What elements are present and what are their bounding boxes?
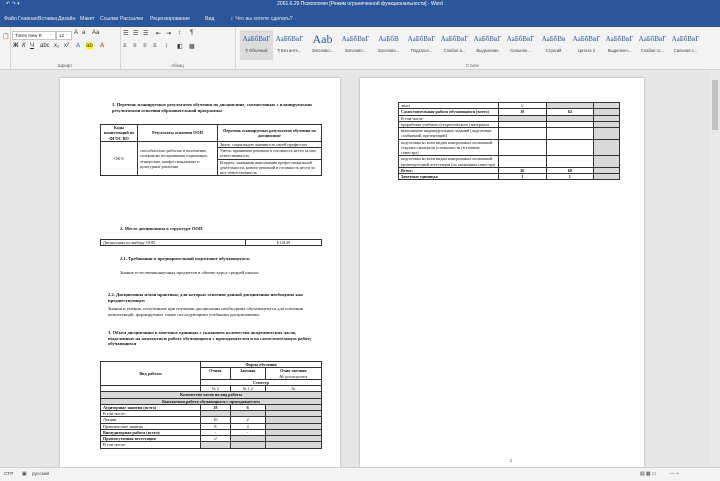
t3-sem-part: № 1,2	[230, 386, 265, 392]
case-icon[interactable]: Aa	[92, 30, 100, 36]
style-intense-reference[interactable]	[669, 30, 702, 60]
style-name: Цитата 2	[577, 48, 596, 53]
style-name: Подзагол...	[410, 48, 433, 53]
bold-icon[interactable]: Ж	[13, 43, 19, 49]
t3-row-part: 2	[230, 417, 265, 423]
t3-contact-header: Контактная работа обучающихся с преподавателем	[101, 398, 322, 404]
t3-row-full: 10	[201, 417, 231, 423]
t3-row-label: Внеаудиторная работа (всего):	[101, 429, 201, 435]
section-2-heading: 2. Место дисциплины в структуре ООП	[120, 226, 203, 231]
t4-row-mixed	[594, 139, 620, 156]
t1-know-cell: Знать: социальную значимость своей профессии	[218, 141, 322, 147]
style-preview: Aab	[312, 32, 333, 46]
print-layout-icon[interactable]: ▦	[645, 472, 651, 477]
sort-icon[interactable]: ↕	[178, 30, 181, 36]
style-name: Заголово...	[311, 48, 334, 53]
style-emphasis[interactable]	[471, 30, 504, 60]
t4-row-full: 36	[499, 167, 547, 173]
t3-hours-header: Количество часов на вид работы	[101, 392, 322, 398]
t3-forms-header: Форма обучения	[201, 362, 322, 368]
t1-own-cell: Владеть: навыками выполнения профессиональной деятельности, нового решений и готовность нести за них ответственность	[218, 159, 322, 176]
competencies-table	[100, 124, 322, 176]
tab-references[interactable]: Ссылки	[100, 16, 119, 22]
section-1-heading: 1. Перечень планируемых результатов обучения по дисциплине, соотнесенных с планируемыми результатами освоения образовательной программы	[112, 102, 312, 113]
t4-row-mixed	[594, 156, 620, 168]
multilevel-icon[interactable]: ☰	[143, 31, 149, 37]
t3-row-full: 8	[201, 423, 231, 429]
t3-row-label: Промежуточная аттестация	[101, 436, 201, 442]
style-intense-emphasis[interactable]	[504, 30, 537, 60]
language-indicator[interactable]: русский	[32, 472, 50, 477]
style-name: Слабое в...	[443, 48, 466, 53]
paragraph-group-label: Абзац	[171, 63, 184, 68]
tab-layout[interactable]: Макет	[80, 16, 95, 22]
section-2-1-heading: 2.1. Требования к предварительной подготовке обучающегося:	[120, 256, 251, 261]
t4-row-mixed	[594, 128, 620, 140]
italic-icon[interactable]: К	[22, 43, 26, 49]
t1-header-result: Результаты освоения ООП	[138, 125, 218, 142]
quick-access-toolbar[interactable]: ↶ ↷ ▾	[6, 1, 20, 7]
zoom-slider[interactable]: — +	[670, 472, 679, 477]
tell-me-search[interactable]	[230, 16, 293, 22]
t4-row-label: Самостоятельная работа обучающихся (всего)	[399, 109, 499, 115]
section-2-2-text: Знания и умения, полученные при изучении дисциплины необходимы обучающемуся для освоения компетенций, формируемых также последующими учебными дисциплинами.	[108, 306, 303, 317]
highlight-icon[interactable]: ab	[86, 43, 93, 49]
tab-mailings[interactable]: Рассылки	[120, 16, 144, 22]
t3-row-mixed	[265, 442, 321, 448]
t4-row-full	[499, 156, 547, 168]
t3-col-mixed-title: Очно-заочная	[280, 368, 307, 374]
justify-icon[interactable]: ≡	[153, 43, 157, 49]
t3-row-full	[201, 442, 231, 448]
align-left-icon[interactable]: ≡	[123, 43, 127, 49]
table-row	[399, 128, 620, 140]
paste-icon[interactable]: 📋	[2, 34, 10, 40]
t4-row-full: 0	[499, 103, 547, 109]
t4-row-label: Всего:	[399, 167, 499, 173]
style-name: Выделенн...	[607, 48, 632, 53]
t4-row-part	[546, 128, 594, 140]
tab-review[interactable]: Рецензирование	[150, 16, 191, 22]
tab-home[interactable]: Главная	[18, 16, 38, 22]
style-name: Выделение	[476, 48, 499, 53]
t1-header-code: Коды компетенций по ФГОС ВО	[101, 125, 138, 142]
style-preview: АаБбВвГ	[407, 35, 436, 43]
status-bar	[0, 467, 720, 481]
line-spacing-icon[interactable]: ↕	[165, 43, 168, 49]
scrollbar-thumb[interactable]	[712, 80, 718, 130]
t3-row-label: Аудиторные занятия (всего)	[101, 404, 201, 410]
font-name-box[interactable]: Times New R	[12, 31, 56, 40]
grow-font-icon[interactable]: A	[74, 30, 79, 36]
font-color-icon[interactable]: A	[100, 43, 105, 49]
t4-row-label: Зачетные единицы:	[399, 174, 499, 180]
numbering-icon[interactable]: ☰	[133, 31, 139, 37]
t4-row-label: В том числе:	[399, 115, 499, 121]
t3-col-mixed	[265, 368, 321, 380]
vertical-scrollbar[interactable]	[710, 70, 720, 467]
t3-row-full: 0	[201, 436, 231, 442]
shading-icon[interactable]: ◧	[177, 44, 183, 50]
align-right-icon[interactable]: ≡	[143, 43, 147, 49]
t4-row-label: проработка учебного (теоретического) материала	[399, 121, 499, 127]
shrink-font-icon[interactable]: a	[82, 30, 86, 36]
borders-icon[interactable]: ▦	[189, 44, 195, 50]
t4-row-part	[546, 156, 594, 168]
page-number: 2	[510, 458, 512, 463]
style-subtle-emphasis[interactable]	[438, 30, 471, 60]
structure-cell-name: Дисциплина по выбору ООП	[101, 240, 246, 246]
table-row	[101, 442, 322, 448]
structure-table	[100, 239, 322, 246]
superscript-icon[interactable]: x²	[64, 43, 69, 49]
t3-row-label: Лекции	[101, 417, 201, 423]
t4-row-mixed	[594, 174, 620, 180]
t4-row-full: 1	[499, 174, 547, 180]
tab-view[interactable]: Вид	[205, 16, 215, 22]
ribbon-tabs	[0, 9, 720, 27]
t4-row-part	[546, 139, 594, 156]
style-preview: АаБбВв	[541, 35, 566, 43]
subscript-icon[interactable]: x₂	[54, 43, 60, 49]
style-no-spacing[interactable]	[273, 30, 306, 60]
strikethrough-icon[interactable]: abc	[40, 43, 50, 49]
style-preview: АаБбВвГ	[440, 35, 469, 43]
style-preview: АаБбВ	[378, 35, 399, 43]
style-name: ¶ Без инте...	[277, 48, 302, 53]
style-name: Заголово...	[377, 48, 400, 53]
t4-row-part: 1	[546, 174, 594, 180]
style-intense-quote[interactable]	[603, 30, 636, 60]
text-effects-icon[interactable]: A	[76, 43, 81, 49]
t3-vid-header: Вид работы	[101, 362, 201, 386]
t4-row-full	[499, 139, 547, 156]
t1-code-cell: ОК-6	[101, 141, 138, 176]
title-bar	[0, 0, 720, 9]
proofing-icon[interactable]: ▣	[22, 472, 27, 477]
style-strong[interactable]	[537, 30, 570, 60]
t3-row-part: -	[230, 429, 265, 435]
t3-semester-header: Семестр	[201, 379, 322, 385]
t3-row-part: 4	[230, 423, 265, 429]
t3-row-part	[230, 442, 265, 448]
page-info[interactable]: СТР	[4, 472, 14, 477]
style-preview: АаБбВвГ	[572, 35, 601, 43]
tell-me-text: Что вы хотите сделать?	[235, 16, 293, 22]
styles-group	[235, 27, 710, 69]
t1-can-cell: Уметь: принимать решения и готовность нести за них ответственность	[218, 148, 322, 160]
style-preview: АаБбВвГ	[275, 35, 304, 43]
t3-col-full: Очная	[201, 368, 231, 380]
style-normal[interactable]	[240, 30, 273, 60]
t3-sem-full: № 2	[201, 386, 231, 392]
style-heading-1[interactable]	[306, 30, 339, 60]
t4-row-full	[499, 128, 547, 140]
t3-col-part: Заочная	[230, 368, 265, 380]
view-buttons[interactable]	[640, 468, 656, 481]
tab-design[interactable]: Дизайн	[58, 16, 76, 22]
t1-result-cell: способностью работать в коллективе, толерантно воспринимая социальные, этнические, конфессиональные и культурные различия	[138, 141, 218, 176]
t3-row-label: Практические занятия	[101, 423, 201, 429]
font-size-box[interactable]: 12	[56, 31, 72, 40]
style-preview: АаБбВвГ	[242, 35, 271, 43]
style-preview: АаБбВвГ	[341, 35, 370, 43]
style-name: ¶ Обычный	[245, 48, 268, 53]
workload-table-continued	[398, 102, 620, 180]
t4-row-full: 18	[499, 109, 547, 115]
workload-table	[100, 361, 322, 449]
pilcrow-icon[interactable]: ¶	[190, 30, 194, 36]
increase-indent-icon[interactable]: ⇥	[166, 31, 172, 37]
underline-icon[interactable]: Ч	[30, 43, 34, 49]
style-name: Слабая сс...	[640, 48, 665, 53]
style-heading-2[interactable]	[339, 30, 372, 60]
t3-sem-mixed: №	[265, 386, 321, 392]
read-mode-icon[interactable]: ▤	[640, 472, 645, 477]
t4-row-label: подготовка ко всем видам контрольных испытаний текущего контроля успеваемости (в течение семестра)	[399, 139, 499, 156]
style-quote-2[interactable]	[570, 30, 603, 60]
style-name: Заголово...	[344, 48, 367, 53]
table-row	[399, 156, 620, 168]
table-row	[399, 174, 620, 180]
t3-row-label: В том числе:	[101, 411, 201, 417]
document-page-2[interactable]	[360, 78, 644, 467]
style-preview: АаБбВвГ	[506, 35, 535, 43]
tab-file[interactable]: Файл	[4, 16, 17, 22]
t4-row-part: 68	[546, 167, 594, 173]
style-name: Сильная с...	[673, 48, 698, 53]
section-2-1-text: Знание естественнонаучных предметов в объеме курса средней школы	[120, 270, 259, 275]
decrease-indent-icon[interactable]: ⇤	[156, 31, 162, 37]
paragraph-group	[120, 27, 236, 69]
t4-row-part: 62	[546, 109, 594, 115]
t4-row-label: подготовка ко всем видам контрольных испытаний промежуточной аттестации (по окончании семестра)	[399, 156, 499, 168]
style-name: Строгий	[545, 48, 562, 53]
style-preview: АаБбВвГ	[473, 35, 502, 43]
window-title: 2061.6.29 Психология [Режим ограниченной функциональности] - Word	[277, 1, 443, 7]
t3-col-mixed-sub: Не реализуется	[279, 373, 308, 379]
styles-group-label: Стили	[466, 63, 479, 68]
style-preview: АаБбВвГ	[605, 35, 634, 43]
section-3-heading: 3. Объем дисциплины в зачетных единицах с указанием количества академических часов, выделенных на контактную работу обучающихся с преподавателем и на самостоятельную работу обучающихся	[108, 330, 312, 347]
section-2-2-heading: 2.2. Дисциплины и/или практики, для которых освоение данной дисциплины необходимо как предшествующее:	[108, 292, 304, 303]
style-preview: АаБбВвГ	[671, 35, 700, 43]
style-heading-3[interactable]	[372, 30, 405, 60]
style-subtle-reference[interactable]	[636, 30, 669, 60]
table-row	[399, 139, 620, 156]
bullets-icon[interactable]: ☰	[123, 31, 129, 37]
document-page-1[interactable]	[60, 78, 340, 467]
t3-row-full: -	[201, 429, 231, 435]
t3-row-label: В том числе:	[101, 442, 201, 448]
web-layout-icon[interactable]: ▭	[651, 472, 657, 477]
style-preview: АаБбВвГ	[638, 35, 667, 43]
structure-cell-code: Б1.В.29	[246, 240, 322, 246]
t3-row-part: 6	[230, 404, 265, 410]
lightbulb-icon: ♀	[230, 16, 236, 22]
font-group	[10, 27, 121, 69]
align-center-icon[interactable]: ≡	[133, 43, 137, 49]
t4-row-label: выполнение индивидуальных заданий (подготовка сообщений, презентаций)	[399, 128, 499, 140]
t3-row-full: 18	[201, 404, 231, 410]
tab-insert[interactable]: Вставка	[38, 16, 58, 22]
style-name: Сильное...	[510, 48, 531, 53]
ribbon	[0, 27, 720, 70]
t1-header-list: Перечень планируемых результатов обучения по дисциплине	[218, 125, 322, 142]
font-group-label: Шрифт	[57, 63, 73, 68]
t4-row-label: зачет	[399, 103, 499, 109]
style-subtitle[interactable]	[405, 30, 438, 60]
